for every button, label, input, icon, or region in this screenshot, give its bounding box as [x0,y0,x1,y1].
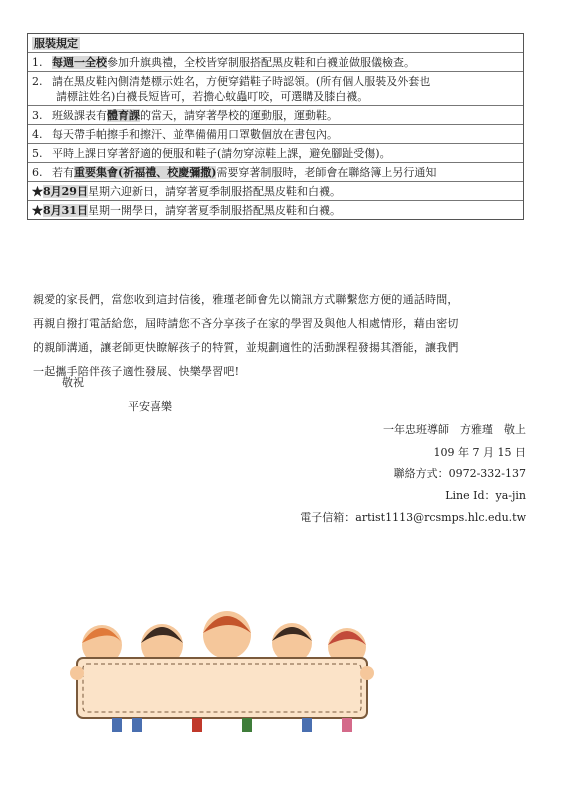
star-date: 8月31日 [43,204,88,217]
contact-line-id: Line Id：ya-jin [445,489,526,502]
child-figure [203,611,251,659]
star-text: 星期六迎新日，請穿著夏季制服搭配黑皮鞋和白襪。 [87,185,341,198]
rule-text-continued: 請標註姓名)白襪長短皆可，若擔心蚊蟲叮咬，可選購及膝白襪。 [56,90,369,103]
letter-line: 一起攜手陪伴孩子適性發展、快樂學習吧! [33,365,240,378]
rule-text: 參加升旗典禮，全校皆穿制服搭配黑皮鞋和白襪並做服儀檢查。 [107,56,415,69]
rule-bold: 重要集會(祈福禮、校慶彌撒) [74,166,217,179]
star-icon: ★ [32,204,43,217]
rule-number: 2. [32,75,43,88]
contact-phone: 聯絡方式：0972-332-137 [393,467,526,480]
rule-post: 的當天，請穿著學校的運動服，運動鞋。 [140,109,338,122]
rule-post: 需要穿著制服時，老師會在聯絡簿上另行通知 [216,166,437,179]
signature-date: 109 年 7 月 15 日 [433,446,526,459]
rule-item-3 [28,105,523,124]
letter-closing: 敬祝 [62,376,84,389]
dress-code-header-row [28,34,523,52]
star-item-welcome-day [28,181,523,200]
rule-item-2 [28,71,523,105]
rule-text: 平時上課日穿著舒適的便服和鞋子(請勿穿涼鞋上課，避免腳趾受傷)。 [52,147,391,160]
star-item-school-start [28,200,523,219]
rule-item-1 [28,52,523,71]
dress-code-title: 服裝規定 [34,37,78,50]
letter-blessing: 平安喜樂 [128,400,172,413]
letter-line: 再親自撥打電話給您，屆時請您不吝分享孩子在家的學習及與他人相處情形，藉由密切 [33,317,459,330]
children-banner-illustration [52,603,402,738]
star-icon: ★ [32,185,43,198]
rule-bold: 每週一全校 [52,56,107,69]
rule-number: 5. [32,147,43,160]
star-text: 星期一開學日，請穿著夏季制服搭配黑皮鞋和白襪。 [87,204,341,217]
signature-teacher: 一年忠班導師 方雅瑾 敬上 [383,423,526,436]
rule-item-6 [28,162,523,181]
rule-item-5 [28,143,523,162]
rule-text: 每天帶手帕擦手和擦汗、並準備備用口罩數個放在書包內。 [52,128,338,141]
dress-code-box [27,33,524,220]
rule-text: 請在黑皮鞋內側清楚標示姓名，方便穿錯鞋子時認領。(所有個人服裝及外套也 [52,75,431,88]
rule-number: 4. [32,128,43,141]
star-date: 8月29日 [43,185,88,198]
rule-item-4 [28,124,523,143]
rule-number: 6. [32,166,43,179]
letter-line: 親愛的家長們，當您收到這封信後，雅瑾老師會先以簡訊方式聯繫您方便的通話時間， [33,293,459,306]
rule-number: 3. [32,109,43,122]
blank-banner [77,658,367,718]
rule-bold: 體育課 [107,109,140,122]
rule-number: 1. [32,56,43,69]
rule-pre: 若有 [52,166,74,179]
letter-line: 的親師溝通，讓老師更快瞭解孩子的特質，並規劃適性的活動課程發揚其潛能，讓我們 [33,341,459,354]
contact-email: 電子信箱：artist1113@rcsmps.hlc.edu.tw [300,511,526,524]
parent-letter [33,288,538,384]
rule-pre: 班級課表有 [52,109,107,122]
